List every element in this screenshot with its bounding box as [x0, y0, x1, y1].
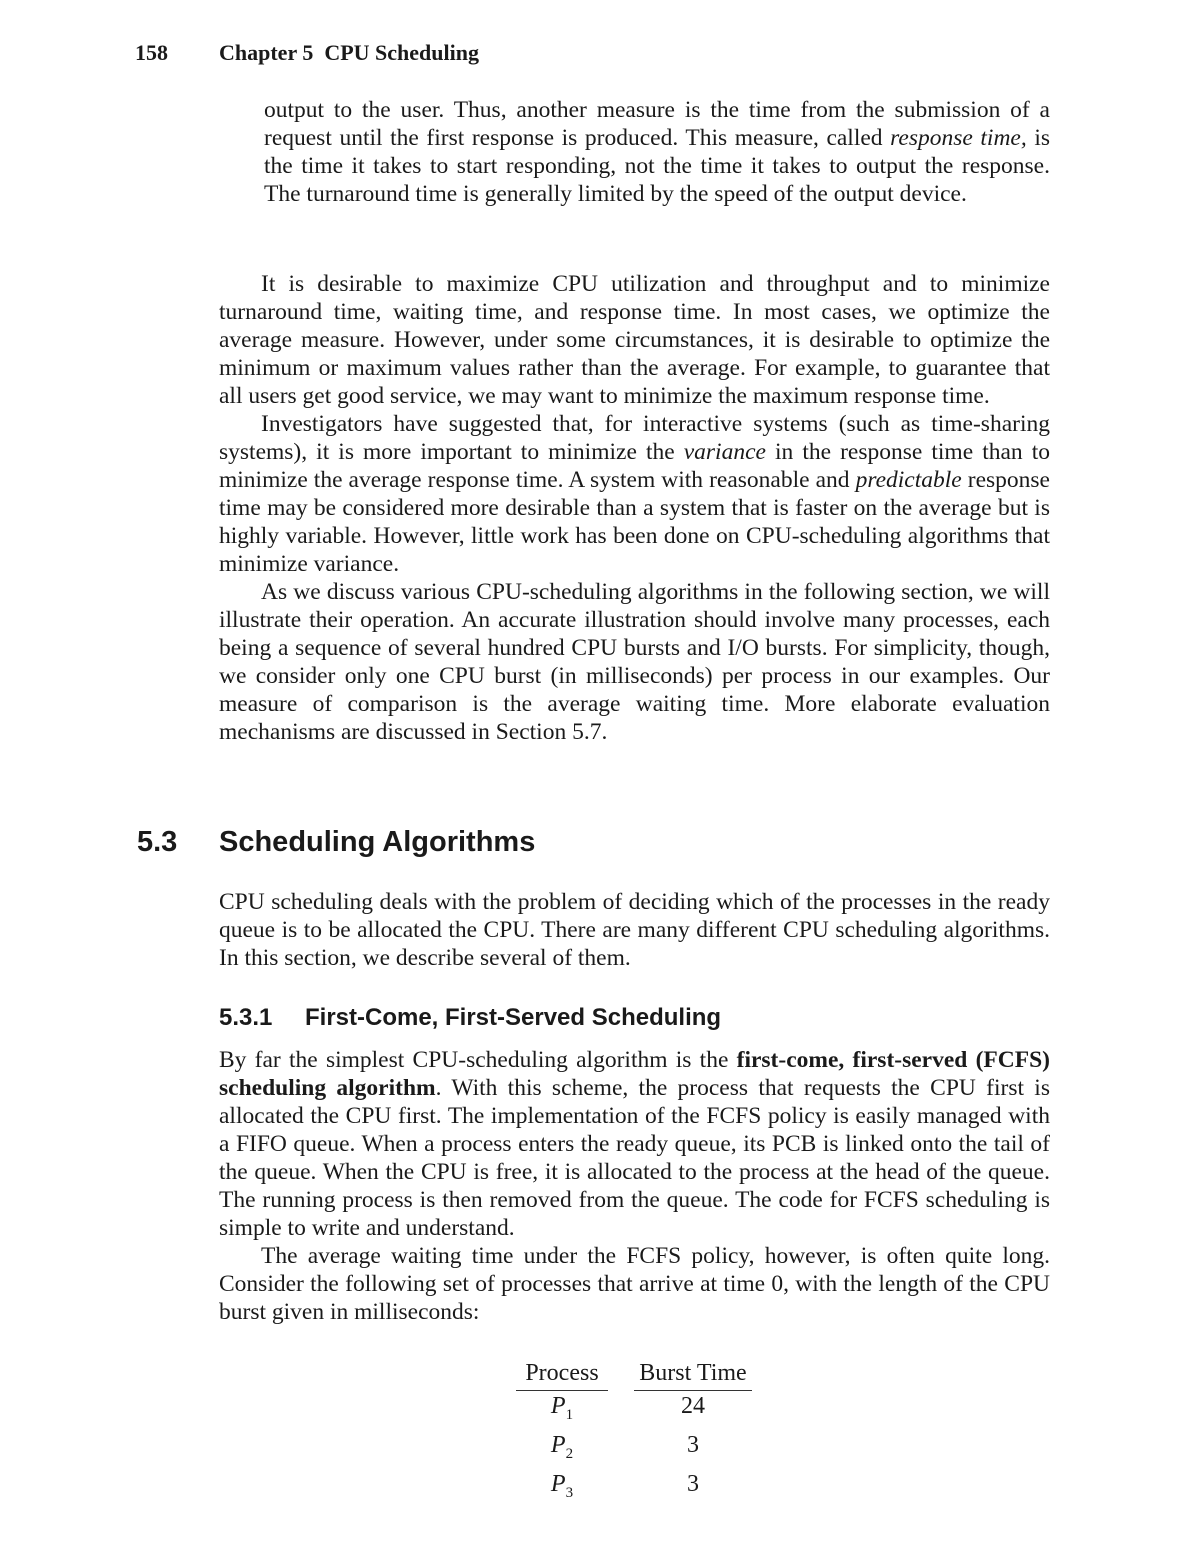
section-number: 5.3 [137, 826, 178, 858]
process-name: $P_1$ [550, 1393, 574, 1423]
paragraph: It is desirable to maximize CPU utilization and throughput and to minimize turnaround time, waiting time, and response time. In most cases, we optimize the average measure. However, under some circumstances, it is desirable to optimize the minimum or maximum values rather than the average. For example, to guarantee that all users get good service, we may want to minimize the maximum response time. [219, 271, 1050, 409]
subsection-title: First-Come, First-Served Scheduling [305, 1004, 722, 1031]
intro-emphasis: response time, [890, 125, 1027, 151]
table-row [516, 1430, 752, 1469]
paragraph [219, 410, 1050, 578]
subsection-heading [219, 1004, 721, 1032]
paragraph: CPU scheduling deals with the problem of deciding which of the processes in the ready queue is to be allocated the CPU. There are many different CPU scheduling algorithms. In this section, we describe several of them. [219, 889, 1050, 971]
process-name: $P_2$ [550, 1431, 574, 1462]
bold-term: first-come, first-served (FCFS) scheduling algorithm [219, 1047, 1050, 1101]
intro-text-a: output to the user. Thus, another measure is the time from the submission of a request until the first response is produced. This measure, called [264, 97, 1050, 151]
intro-text-b: is the time it takes to start responding, not the time it takes to output the response. The turnaround time is generally limited by the speed of the output device. [264, 125, 1050, 207]
text: By far the simplest CPU-scheduling algorithm is the [219, 1047, 737, 1073]
paragraph [219, 1046, 1050, 1242]
paragraph: As we discuss various CPU-scheduling algorithms in the following section, we will illustrate their operation. An accurate illustration should involve many processes, each being a sequence of several hundred CPU bursts and I/O bursts. For simplicity, though, we consider only one CPU burst (in milliseconds) per process in our examples. Our measure of comparison is the average waiting time. More elaborate evaluation mechanisms are discussed in Section 5.7. [219, 579, 1050, 745]
burst-time: 3 [687, 1431, 699, 1458]
table-row [516, 1469, 752, 1508]
section-intro [219, 888, 1050, 972]
chapter-label: Chapter 5 [219, 40, 314, 65]
page-number: 158 [135, 40, 168, 65]
burst-time: 24 [681, 1393, 705, 1419]
chapter-title: CPU Scheduling [324, 40, 479, 65]
paragraph: The average waiting time under the FCFS policy, however, is often quite long. Consider the following set of processes that arrive at time 0, with the length of the CPU burst given in milliseconds: [219, 1243, 1050, 1325]
text: in the response time than to minimize the average response time. A system with reasonable and [219, 439, 1050, 493]
running-header [135, 40, 479, 66]
text: . With this scheme, the process that requests the CPU first is allocated the CPU first. The implementation of the FCFS policy is easily managed with a FIFO queue. When a process enters the ready queue, its PCB is linked onto the tail of the queue. When the CPU is free, it is allocated to the process at the head of the queue. The running process is then removed from the queue. The code for FCFS scheduling is simple to write and understand. [219, 1075, 1050, 1241]
burst-time: 3 [687, 1470, 699, 1497]
header-burst-time: Burst Time [634, 1358, 752, 1391]
table-header [516, 1358, 752, 1391]
header-process: Process [516, 1358, 608, 1391]
emphasis-predictable: predictable [855, 467, 962, 493]
text: Investigators have suggested that, for interactive systems (such as time-sharing systems), it is more important to minimize the [219, 411, 1050, 465]
emphasis-variance: variance [683, 439, 766, 465]
section-heading [137, 826, 535, 859]
table-row [516, 1391, 752, 1430]
subsection-number: 5.3.1 [219, 1004, 273, 1031]
fcfs-discussion [219, 1046, 1050, 1326]
intro-paragraph [264, 96, 1050, 208]
process-name: $P_3$ [550, 1470, 574, 1501]
criteria-discussion [219, 270, 1050, 746]
section-title: Scheduling Algorithms [219, 826, 536, 858]
text: response time may be considered more desirable than a system that is faster on the average but is highly variable. However, little work has been done on CPU-scheduling algorithms that minimize variance. [219, 467, 1050, 577]
process-table [516, 1358, 752, 1507]
